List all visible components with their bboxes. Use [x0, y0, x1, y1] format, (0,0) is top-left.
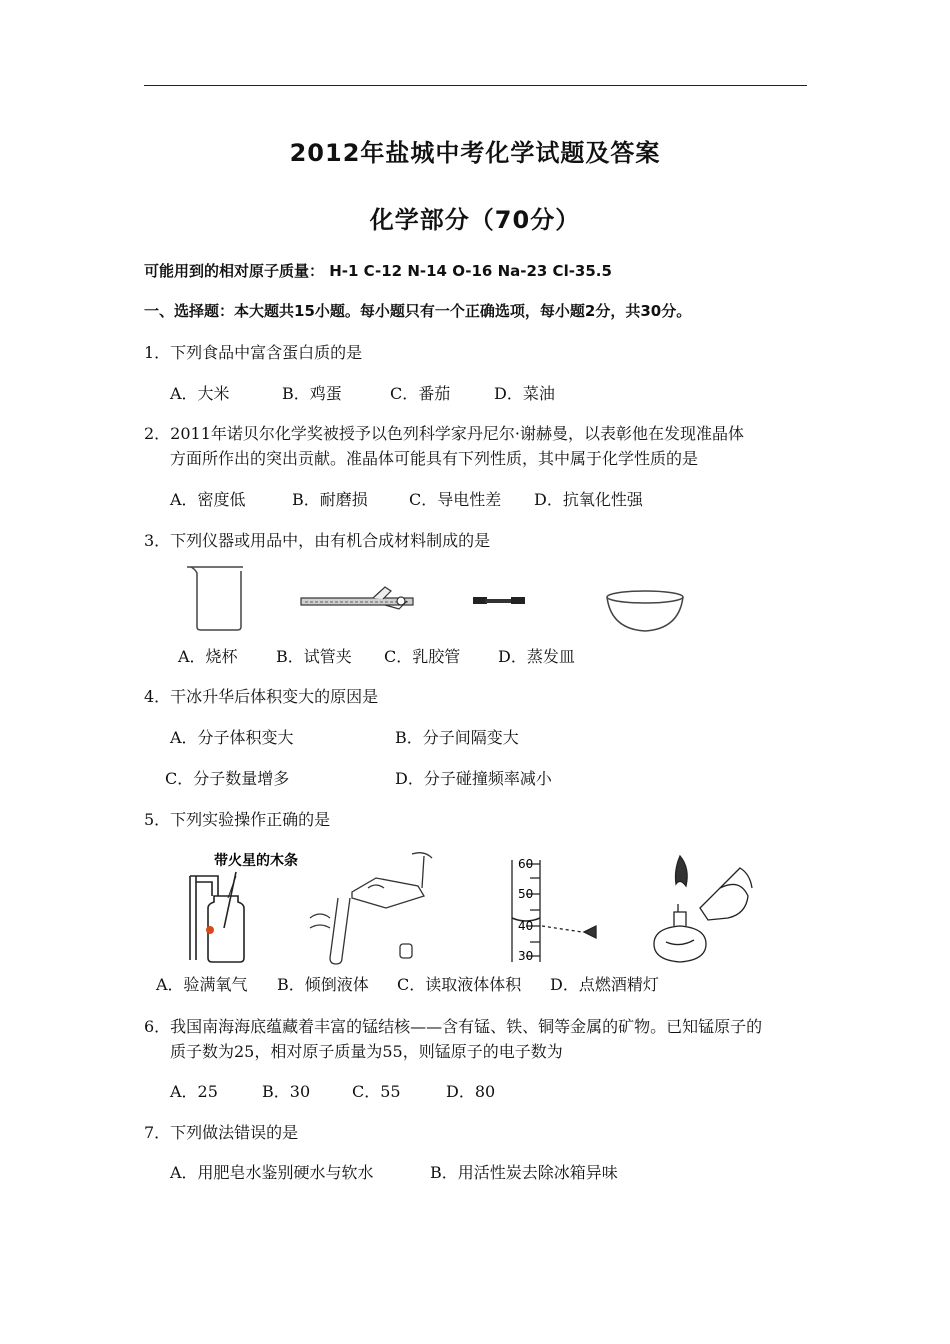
question-6-stem-line2: 质子数为25，相对原子质量为55，则锰原子的电子数为 [170, 1042, 563, 1061]
q5-operations-figure [180, 848, 760, 968]
q7-option-b: B．用活性炭去除冰箱异味 [430, 1163, 618, 1182]
splint-glow-icon [206, 926, 214, 934]
q4-option-b: B．分子间隔变大 [395, 728, 519, 747]
q6-option-b: B．30 [262, 1082, 311, 1101]
splint-label: 带火星的木条 [214, 853, 298, 869]
q5-option-c: C．读取液体体积 [397, 975, 522, 994]
question-3-stem: 3．下列仪器或用品中，由有机合成材料制成的是 [144, 531, 491, 550]
q1-option-d: D．菜油 [494, 384, 555, 403]
q2-option-c: C．导电性差 [409, 490, 502, 509]
q3-option-a: A．烧杯 [178, 647, 238, 666]
q1-option-c: C．番茄 [390, 384, 451, 403]
question-5-stem: 5．下列实验操作正确的是 [144, 810, 331, 829]
q3-option-c: C．乳胶管 [384, 647, 461, 666]
q5-option-b: B．倾倒液体 [277, 975, 369, 994]
q2-option-a: A．密度低 [170, 490, 246, 509]
atomic-masses: 可能用到的相对原子质量： H-1 C-12 N-14 O-16 Na-23 Cl-35.5 [144, 262, 612, 280]
question-2-stem-line2: 方面所作出的突出贡献。准晶体可能具有下列性质，其中属于化学性质的是 [170, 449, 699, 468]
header-rule [144, 85, 807, 86]
q5-option-a: A．验满氧气 [156, 975, 248, 994]
section-title: 化学部分（70分） [369, 206, 581, 234]
q1-option-b: B．鸡蛋 [282, 384, 342, 403]
latex-tube-icon [473, 597, 525, 604]
q2-option-b: B．耐磨损 [292, 490, 368, 509]
graduated-cylinder-icon [512, 860, 596, 962]
question-4-stem: 4．干冰升华后体积变大的原因是 [144, 687, 379, 706]
scale-label-30: 30 [518, 949, 534, 963]
q4-option-a: A．分子体积变大 [170, 728, 294, 747]
q2-option-d: D．抗氧化性强 [534, 490, 643, 509]
q6-option-a: A．25 [170, 1082, 218, 1101]
question-1-stem: 1．下列食品中富含蛋白质的是 [144, 343, 363, 362]
evaporating-dish-icon [607, 591, 683, 631]
alcohol-lamp-icon [654, 856, 752, 962]
section-heading: 一、选择题：本大题共15小题。每小题只有一个正确选项，每小题2分，共30分。 [144, 302, 692, 320]
q6-option-d: D．80 [446, 1082, 496, 1101]
q4-option-d: D．分子碰撞频率减小 [395, 769, 552, 788]
scale-label-50: 50 [518, 887, 534, 901]
q7-option-a: A．用肥皂水鉴别硬水与软水 [170, 1163, 374, 1182]
gas-bottle-icon [190, 872, 244, 962]
beaker-icon [187, 567, 243, 630]
q3-apparatus-figure [185, 563, 705, 635]
scale-label-60: 60 [518, 857, 534, 871]
q4-option-c: C．分子数量增多 [165, 769, 290, 788]
q5-option-d: D．点燃酒精灯 [550, 975, 659, 994]
q6-option-c: C．55 [352, 1082, 401, 1101]
q1-option-a: A．大米 [170, 384, 230, 403]
question-7-stem: 7．下列做法错误的是 [144, 1123, 299, 1142]
q3-option-b: B．试管夹 [276, 647, 352, 666]
pouring-liquid-icon [310, 853, 432, 964]
question-6-stem-line1: 6．我国南海海底蕴藏着丰富的锰结核——含有锰、铁、铜等金属的矿物。已知锰原子的 [144, 1017, 763, 1036]
question-2-stem-line1: 2．2011年诺贝尔化学奖被授予以色列科学家丹尼尔·谢赫曼，以表彰他在发现准晶体 [144, 424, 744, 443]
scale-label-40: 40 [518, 919, 534, 933]
test-tube-clamp-icon [301, 587, 413, 609]
exam-title: 2012年盐城中考化学试题及答案 [289, 139, 661, 167]
q3-option-d: D．蒸发皿 [498, 647, 575, 666]
